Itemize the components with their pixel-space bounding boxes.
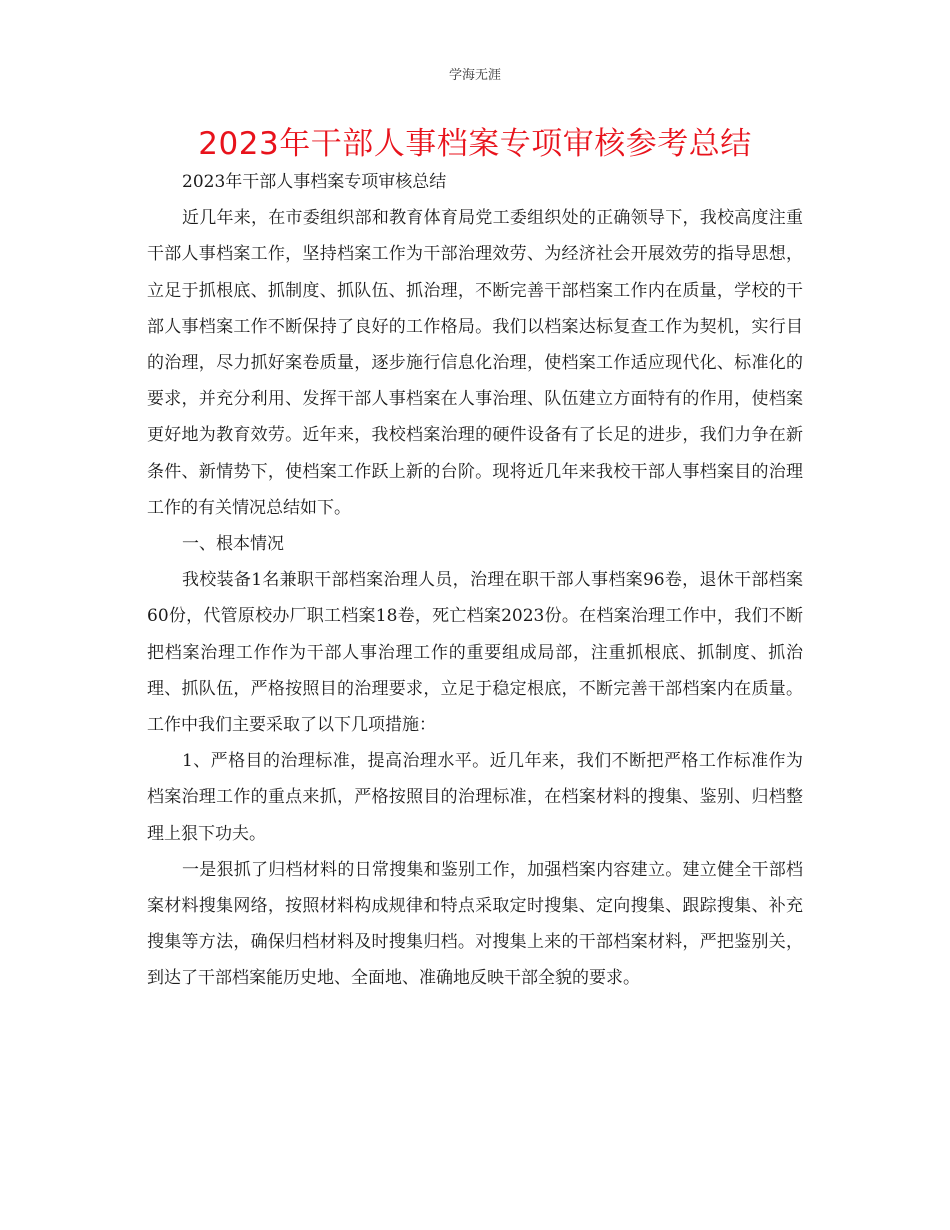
- basic-situation-paragraph: 我校装备1名兼职干部档案治理人员，治理在职干部人事档案96卷，退休干部档案60份，代管原校办厂职工档案18卷，死亡档案2023份。在档案治理工作中，我们不断把档案治理工作作为干部人事治理工作的重要组成局部，注重抓根底、抓制度、抓治理、抓队伍，严格按照目的治理要求，立足于稳定根底，不断完善干部档案内在质量。工作中我们主要采取了以下几项措施：: [147, 570, 803, 736]
- document-title: 2023年干部人事档案专项审核参考总结: [198, 126, 752, 162]
- document-body: [147, 164, 803, 997]
- intro-paragraph: 近几年来，在市委组织部和教育体育局党工委组织处的正确领导下，我校高度注重干部人事档案工作，坚持档案工作为干部治理效劳、为经济社会开展效劳的指导思想，立足于抓根底、抓制度、抓队伍、抓治理，不断完善干部档案工作内在质量，学校的干部人事档案工作不断保持了良好的工作格局。我们以档案达标复查工作为契机，实行目的治理，尽力抓好案卷质量，逐步施行信息化治理，使档案工作适应现代化、标准化的要求，并充分利用、发挥干部人事档案在人事治理、队伍建立方面特有的作用，使档案更好地为教育效劳。近年来，我校档案治理的硬件设备有了长足的进步，我们力争在新条件、新情势下，使档案工作跃上新的台阶。现将近几年来我校干部人事档案目的治理工作的有关情况总结如下。: [147, 208, 803, 518]
- measure-one-detail-paragraph: 一是狠抓了归档材料的日常搜集和鉴别工作，加强档案内容建立。建立健全干部档案材料搜集网络，按照材料构成规律和特点采取定时搜集、定向搜集、跟踪搜集、补充搜集等方法，确保归档材料及时搜集归档。对搜集上来的干部档案材料，严把鉴别关，到达了干部档案能历史地、全面地、准确地反映干部全貌的要求。: [147, 859, 803, 989]
- page-header: 学海无涯: [448, 68, 501, 83]
- subtitle-paragraph: 2023年干部人事档案专项审核总结: [182, 172, 447, 192]
- measure-one-paragraph: 1、严格目的治理标准，提高治理水平。近几年来，我们不断把严格工作标准作为档案治理工作的重点来抓，严格按照目的治理标准，在档案材料的搜集、鉴别、归档整理上狠下功夫。: [147, 751, 803, 844]
- section-heading: 一、根本情况: [182, 534, 284, 555]
